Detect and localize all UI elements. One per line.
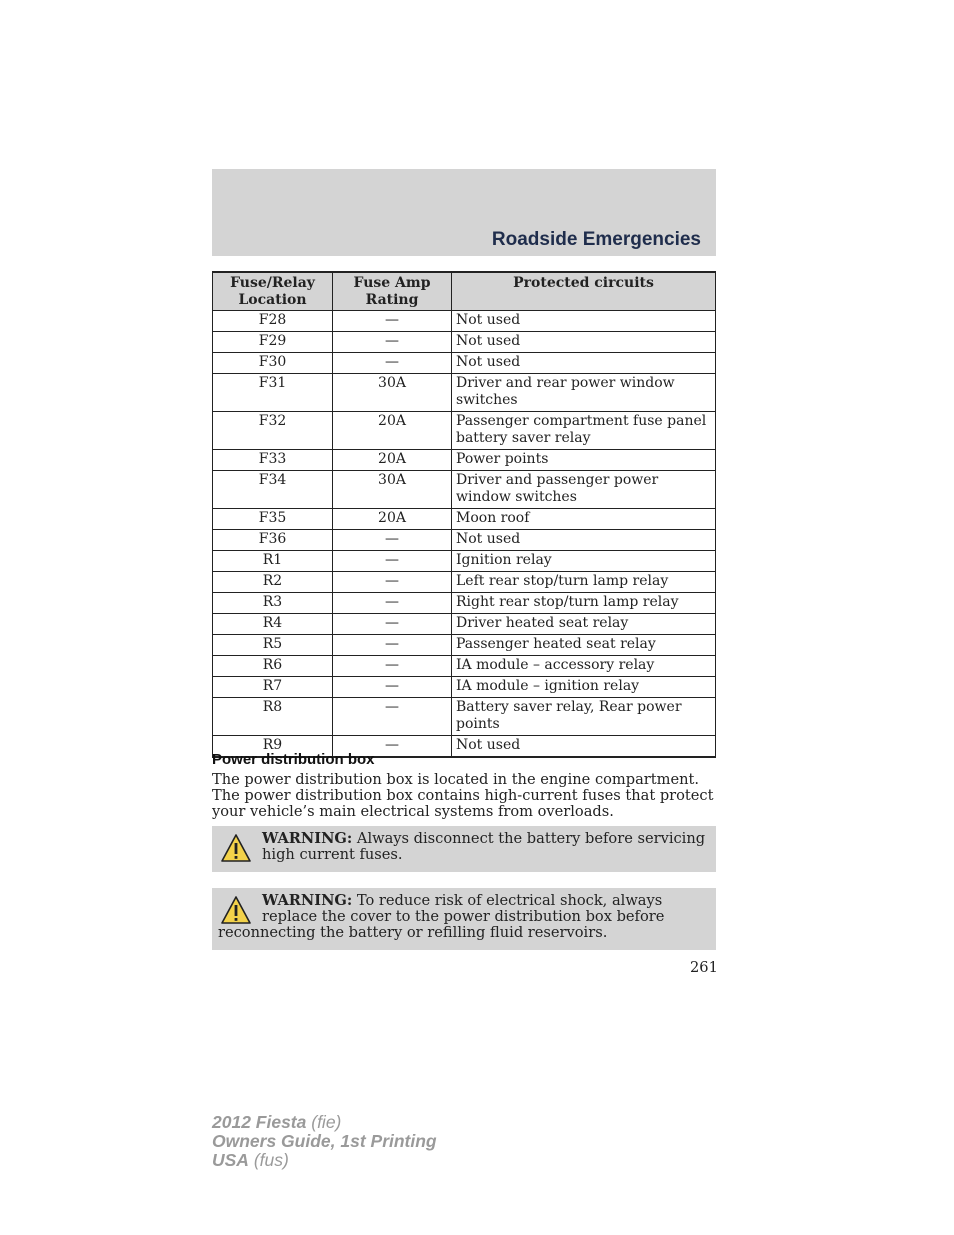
- table-row: [213, 353, 716, 374]
- cell-amp-rating: —: [333, 656, 452, 677]
- cell-protected-circuit: Passenger compartment fuse panel battery saver relay: [452, 412, 716, 450]
- cell-location: R5: [213, 635, 333, 656]
- cell-protected-circuit: Moon roof: [452, 509, 716, 530]
- cell-protected-circuit: Not used: [452, 332, 716, 353]
- cell-protected-circuit: Driver and rear power window switches: [452, 374, 716, 412]
- cell-amp-rating: —: [333, 311, 452, 332]
- column-header-protected-circuits: Protected circuits: [452, 272, 716, 311]
- footer-model-code: (fie): [306, 1112, 342, 1132]
- warning-text: Always disconnect the battery before servicing high current fuses.: [262, 830, 706, 864]
- table-row: [213, 677, 716, 698]
- footer: [212, 1113, 437, 1170]
- table-header-row: [213, 272, 716, 311]
- section-heading: Power distribution box: [212, 751, 375, 768]
- footer-line-2: Owners Guide, 1st Printing: [212, 1131, 437, 1151]
- cell-location: F30: [213, 353, 333, 374]
- cell-amp-rating: 20A: [333, 412, 452, 450]
- cell-protected-circuit: Power points: [452, 450, 716, 471]
- cell-protected-circuit: IA module – accessory relay: [452, 656, 716, 677]
- table-row: [213, 450, 716, 471]
- cell-location: R9: [213, 736, 333, 758]
- cell-amp-rating: —: [333, 677, 452, 698]
- cell-amp-rating: —: [333, 736, 452, 758]
- cell-amp-rating: —: [333, 593, 452, 614]
- table-row: [213, 614, 716, 635]
- cell-location: F31: [213, 374, 333, 412]
- table-row: [213, 374, 716, 412]
- section-paragraph: The power distribution box is located in the engine compartment. The power distribution box contains high-current fuses that protect your vehicle’s main electrical systems from overloads.: [212, 771, 714, 821]
- footer-region: USA: [212, 1150, 249, 1170]
- column-header-location: Fuse/Relay Location: [213, 272, 333, 311]
- cell-location: R3: [213, 593, 333, 614]
- fuse-table-body: [213, 311, 716, 758]
- page-number: 261: [690, 959, 718, 976]
- cell-location: R4: [213, 614, 333, 635]
- cell-amp-rating: —: [333, 551, 452, 572]
- cell-protected-circuit: Not used: [452, 353, 716, 374]
- table-row: [213, 412, 716, 450]
- section-header-band: [212, 169, 716, 256]
- table-row: [213, 471, 716, 509]
- cell-protected-circuit: Right rear stop/turn lamp relay: [452, 593, 716, 614]
- cell-amp-rating: 20A: [333, 509, 452, 530]
- cell-protected-circuit: IA module – ignition relay: [452, 677, 716, 698]
- warning-label: WARNING:: [262, 892, 353, 909]
- table-row: [213, 635, 716, 656]
- cell-amp-rating: —: [333, 614, 452, 635]
- warning-box-2: [212, 888, 716, 950]
- footer-line-3: [212, 1151, 437, 1170]
- cell-location: R6: [213, 656, 333, 677]
- cell-amp-rating: —: [333, 332, 452, 353]
- cell-location: R7: [213, 677, 333, 698]
- cell-protected-circuit: Ignition relay: [452, 551, 716, 572]
- cell-location: R8: [213, 698, 333, 736]
- fuse-table: [212, 271, 716, 758]
- warning-triangle-icon: [220, 895, 252, 925]
- warning-triangle-icon: [220, 833, 252, 863]
- section-title: Roadside Emergencies: [491, 229, 701, 250]
- cell-protected-circuit: Not used: [452, 736, 716, 758]
- footer-model: 2012 Fiesta: [212, 1112, 307, 1132]
- cell-protected-circuit: Not used: [452, 530, 716, 551]
- table-row: [213, 530, 716, 551]
- cell-location: F34: [213, 471, 333, 509]
- table-row: [213, 311, 716, 332]
- table-row: [213, 572, 716, 593]
- cell-amp-rating: —: [333, 530, 452, 551]
- table-row: [213, 698, 716, 736]
- cell-amp-rating: 20A: [333, 450, 452, 471]
- cell-location: F32: [213, 412, 333, 450]
- warning-text: To reduce risk of electrical shock, always replace the cover to the power distribution box before reconnecting the battery or refilling fluid reservoirs.: [218, 892, 665, 942]
- cell-protected-circuit: Passenger heated seat relay: [452, 635, 716, 656]
- cell-location: F36: [213, 530, 333, 551]
- warning-label: WARNING:: [262, 830, 353, 847]
- cell-amp-rating: —: [333, 353, 452, 374]
- cell-amp-rating: 30A: [333, 471, 452, 509]
- column-header-amp-rating: Fuse Amp Rating: [333, 272, 452, 311]
- cell-protected-circuit: Driver and passenger power window switches: [452, 471, 716, 509]
- footer-line-1: [212, 1113, 437, 1132]
- cell-protected-circuit: Battery saver relay, Rear power points: [452, 698, 716, 736]
- table-row: [213, 509, 716, 530]
- table-row: [213, 656, 716, 677]
- table-row: [213, 332, 716, 353]
- cell-location: F28: [213, 311, 333, 332]
- cell-location: R2: [213, 572, 333, 593]
- cell-amp-rating: —: [333, 572, 452, 593]
- cell-location: F35: [213, 509, 333, 530]
- warning-box-1: [212, 826, 716, 872]
- cell-protected-circuit: Not used: [452, 311, 716, 332]
- cell-amp-rating: —: [333, 698, 452, 736]
- cell-location: F29: [213, 332, 333, 353]
- cell-protected-circuit: Driver heated seat relay: [452, 614, 716, 635]
- table-row: [213, 593, 716, 614]
- cell-protected-circuit: Left rear stop/turn lamp relay: [452, 572, 716, 593]
- cell-amp-rating: —: [333, 635, 452, 656]
- cell-location: R1: [213, 551, 333, 572]
- table-row: [213, 551, 716, 572]
- cell-amp-rating: 30A: [333, 374, 452, 412]
- footer-region-code: (fus): [248, 1150, 289, 1170]
- cell-location: F33: [213, 450, 333, 471]
